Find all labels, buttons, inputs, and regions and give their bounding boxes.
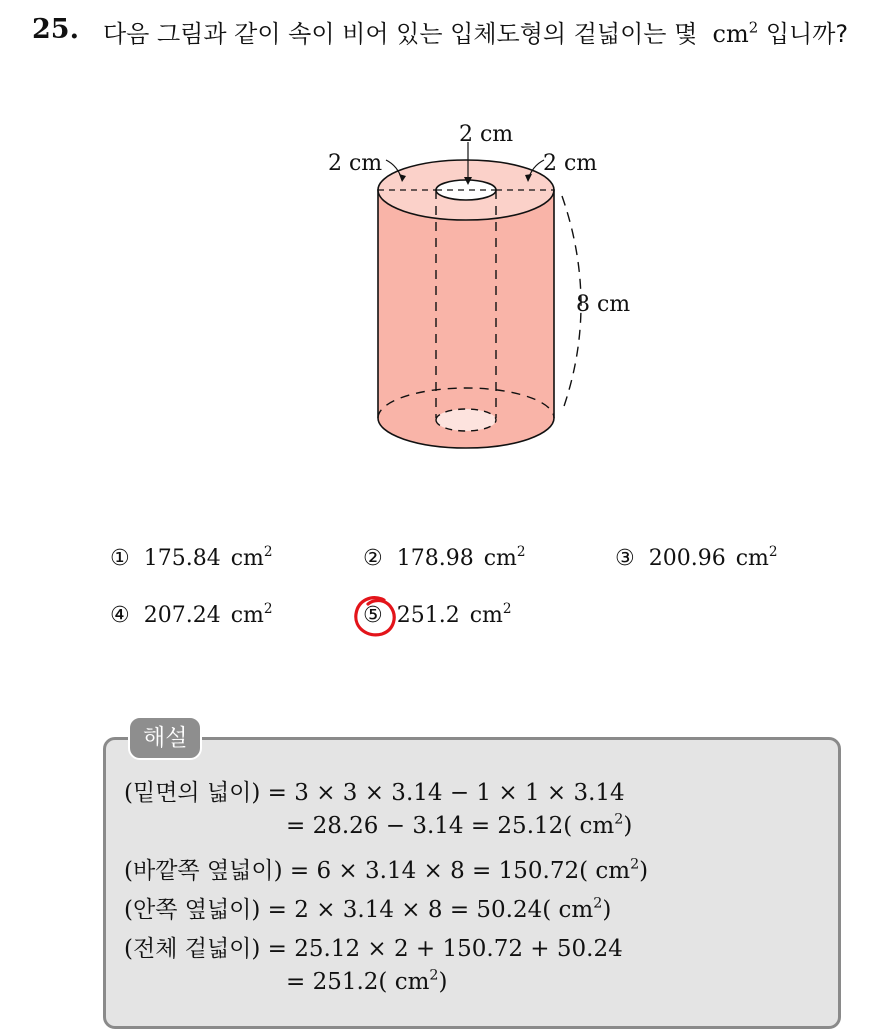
solution-line-5: (전체 겉넓이) = 25.12 × 2 + 150.72 + 50.24 xyxy=(124,936,623,962)
solution-line-2: = 28.26 − 3.14 = 25.12( $cm^2$) xyxy=(286,811,633,839)
choice-unit: $cm^2$ xyxy=(469,601,512,628)
choice-unit: $cm^2$ xyxy=(735,544,778,571)
choice-unit: $cm^2$ xyxy=(483,544,526,571)
question-text xyxy=(103,12,873,56)
choice-mark: ③ xyxy=(615,546,635,571)
choice-mark: ② xyxy=(363,546,383,571)
choice-3[interactable] xyxy=(615,546,778,571)
choice-1[interactable] xyxy=(110,546,273,571)
solution-line-4: (안쪽 옆넓이) = 2 × 3.14 × 8 = 50.24( $cm^2$) xyxy=(124,895,612,923)
selected-answer-circle xyxy=(350,592,402,642)
top-hole xyxy=(436,180,496,200)
question-ending: 입니까? xyxy=(765,20,849,48)
question-unit: $cm^2$ xyxy=(712,18,759,48)
choice-unit: $cm^2$ xyxy=(230,601,273,628)
choice-4[interactable] xyxy=(110,603,273,628)
solution-tag: 해설 xyxy=(128,716,202,760)
solution-line-1: (밑면의 넓이) = 3 × 3 × 3.14 − 1 × 1 × 3.14 xyxy=(124,780,625,806)
choice-value: 207.24 xyxy=(143,603,221,628)
label-left-width: 2 cm xyxy=(328,151,383,176)
solution-line-3: (바깥쪽 옆넓이) = 6 × 3.14 × 8 = 150.72( $cm^2$) xyxy=(124,856,649,884)
choice-2[interactable] xyxy=(363,546,526,571)
hollow-cylinder-figure xyxy=(300,110,660,470)
choice-value: 251.2 xyxy=(396,603,460,628)
question-body: 다음 그림과 같이 속이 비어 있는 입체도형의 겉넓이는 몇 xyxy=(103,20,698,48)
choice-mark: ④ xyxy=(110,603,130,628)
label-height: 8 cm xyxy=(576,292,631,317)
label-inner-diameter: 2 cm xyxy=(459,122,514,147)
choice-mark: ① xyxy=(110,546,130,571)
choice-unit: $cm^2$ xyxy=(230,544,273,571)
choice-value: 200.96 xyxy=(648,546,726,571)
choice-value: 178.98 xyxy=(396,546,474,571)
choice-mark: ⑤ xyxy=(363,603,383,628)
solution-line-6: = 251.2( $cm^2$) xyxy=(286,967,448,995)
label-right-width: 2 cm xyxy=(543,151,598,176)
choice-value: 175.84 xyxy=(143,546,221,571)
question-number: 25. xyxy=(32,14,79,45)
